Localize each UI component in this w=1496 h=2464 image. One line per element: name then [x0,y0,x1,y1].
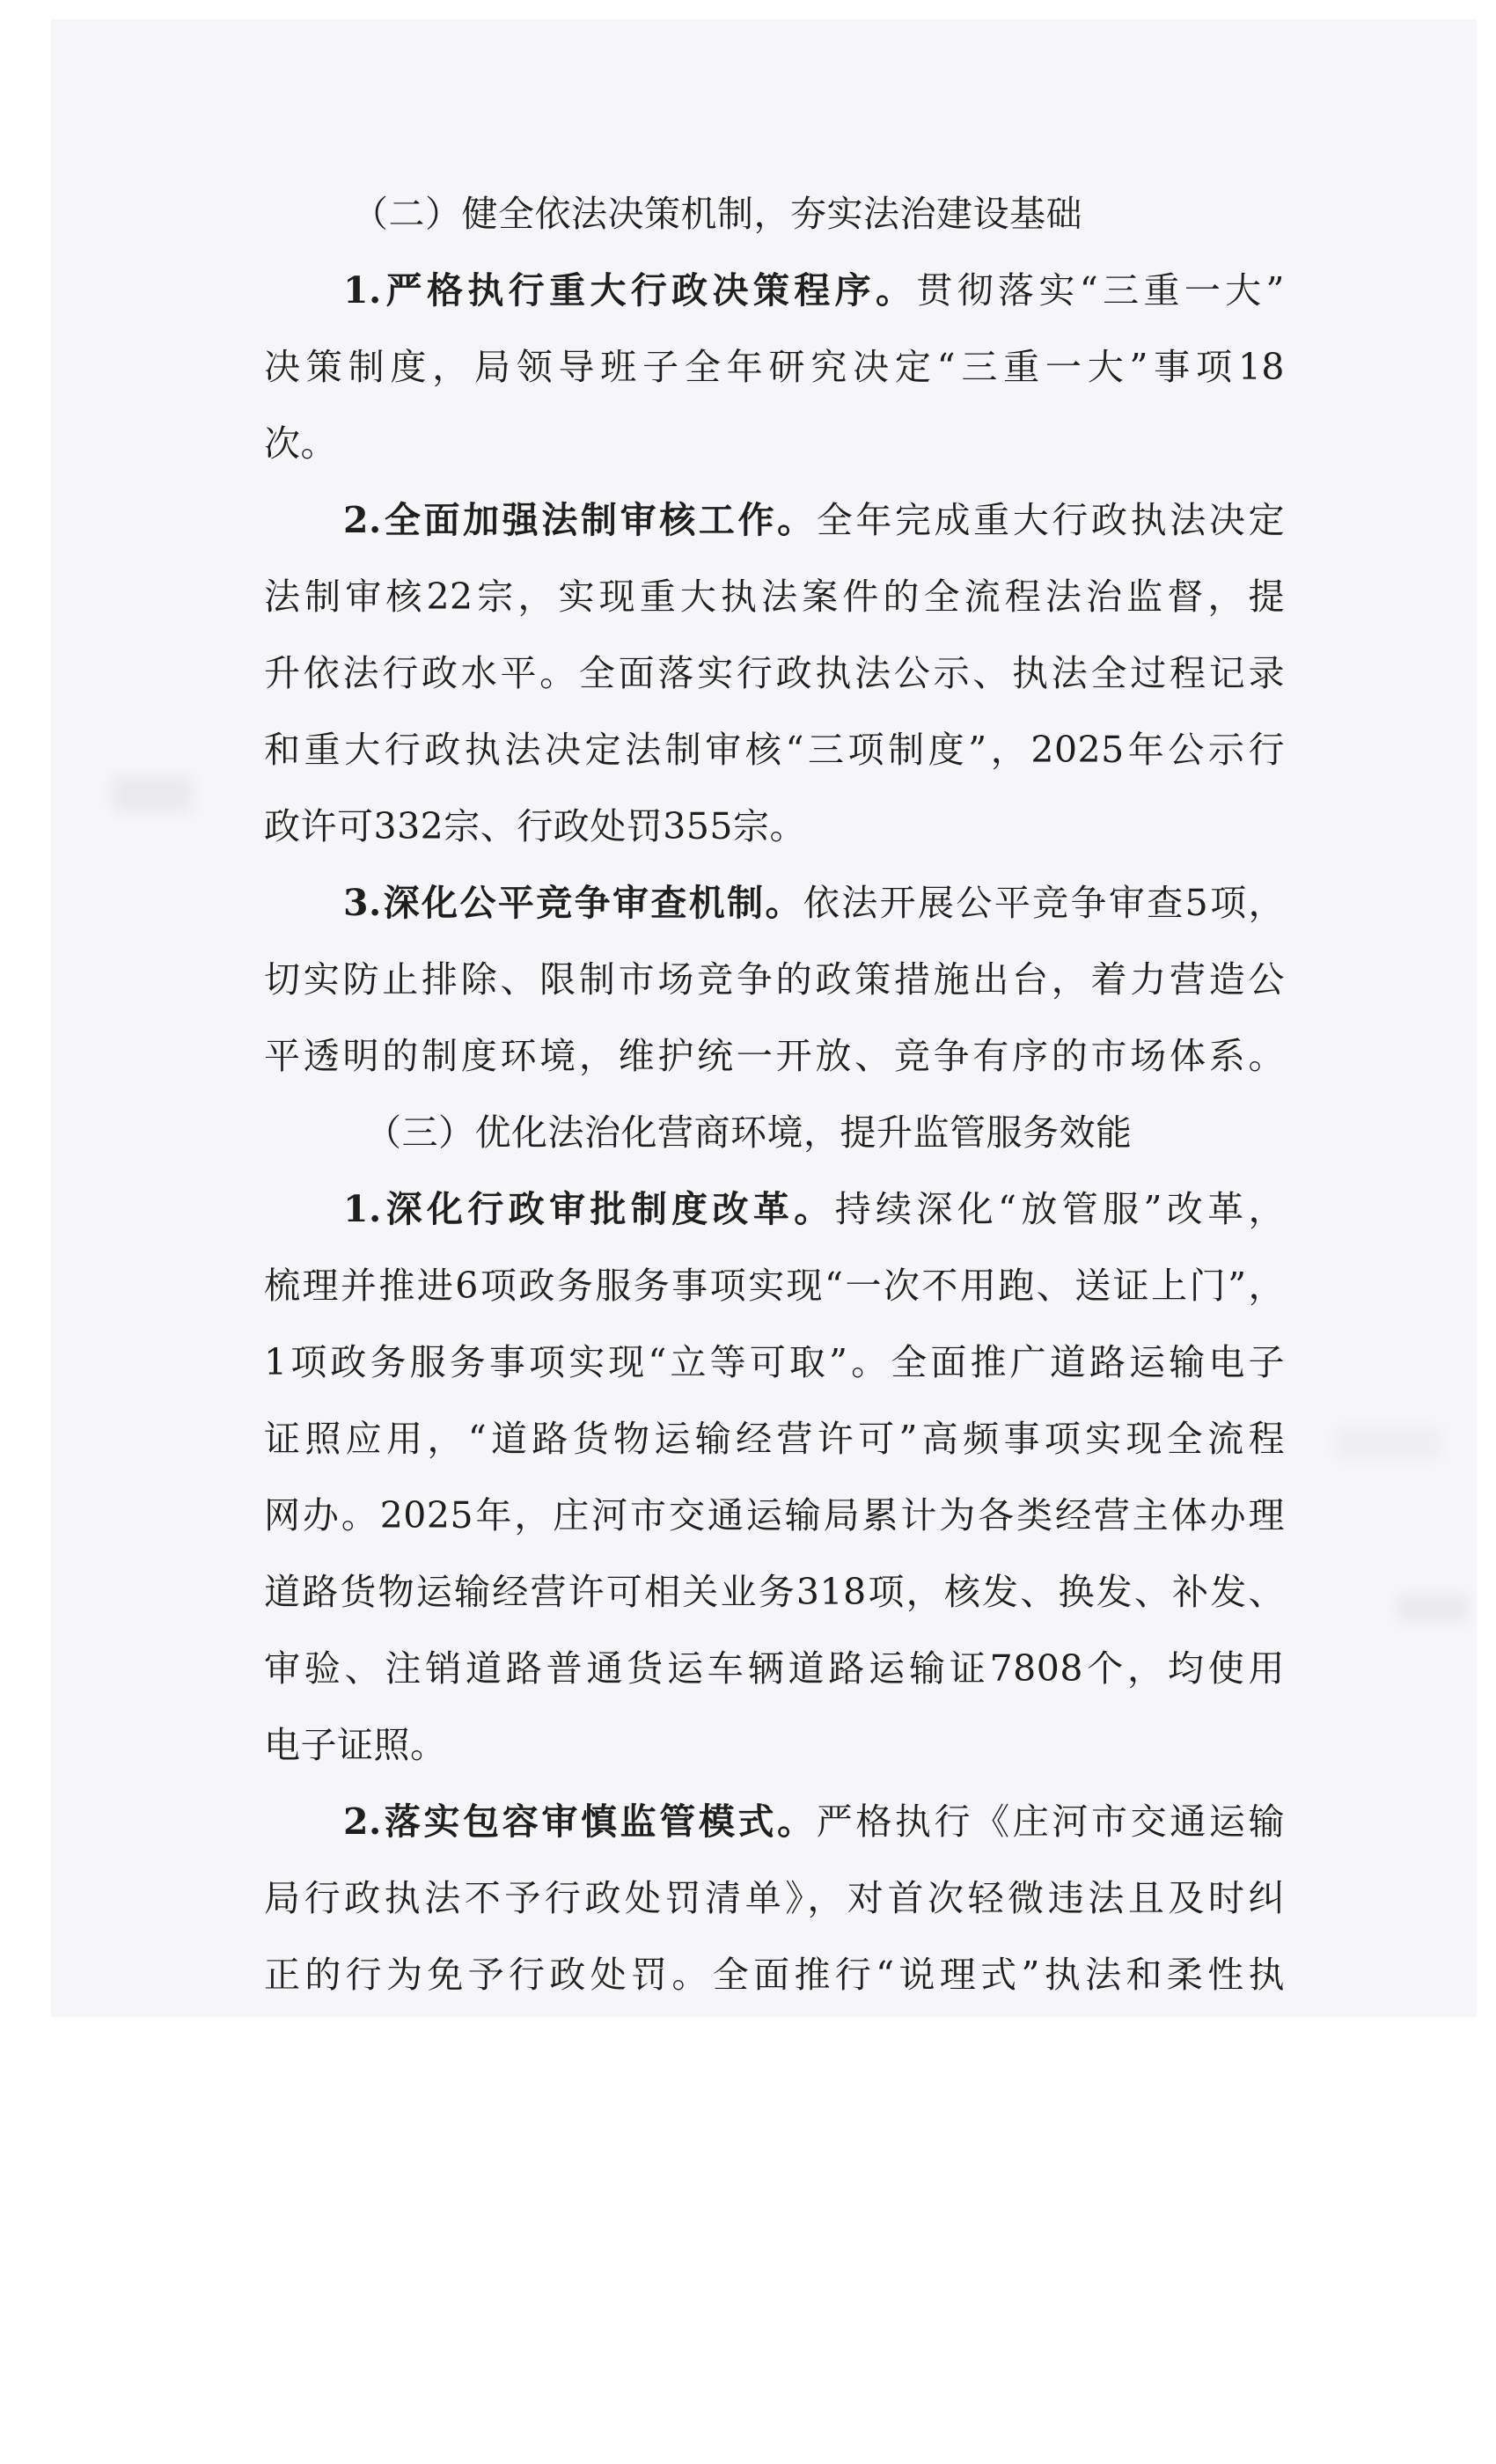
item-title: 3.深化公平竞争审查机制。 [343,882,803,924]
paragraph-line: 法制审核22宗，实现重大执法案件的全流程法治监督，提 [264,576,1285,618]
paragraph-line [264,879,1285,927]
section-heading: （二）健全依法决策机制，夯实法治建设基础 [352,193,1082,235]
paragraph-line: 局行政执法不予行政处罚清单》，对首次轻微违法且及时纠 [264,1877,1285,1919]
paragraph-line: 审验、注销道路普通货运车辆道路运输证7808个，均使用 [264,1647,1285,1690]
paragraph-text: 全年完成重大行政执法决定 [816,499,1285,541]
paragraph-line: 切实防止排除、限制市场竞争的政策措施出台，着力营造公 [264,958,1285,1001]
section-heading: （三）优化法治化营商环境，提升监管服务效能 [365,1111,1133,1154]
scan-smudge [1336,1427,1441,1459]
paragraph-line: 梳理并推进6项政务服务事项实现“一次不用跑、送证上门”， [264,1265,1285,1307]
item-title: 1.严格执行重大行政决策程序。 [343,269,917,312]
paragraph-line: 电子证照。 [264,1724,447,1766]
paragraph-line: 政许可332宗、行政处罚355宗。 [264,805,807,847]
item-title: 2.落实包容审慎监管模式。 [343,1800,817,1843]
paragraph-line [264,1185,1285,1233]
paragraph-line: 网办。2025年，庄河市交通运输局累计为各类经营主体办理 [264,1494,1285,1536]
paragraph-line [264,496,1285,544]
paragraph-text: 持续深化“放管服”改革， [834,1188,1285,1230]
paragraph-line [264,267,1285,314]
paragraph-line: 平透明的制度环境，维护统一开放、竞争有序的市场体系。 [264,1035,1285,1077]
scanned-page-area [51,19,1477,2017]
paragraph-text: 严格执行《庄河市交通运输 [816,1800,1285,1843]
scan-smudge [1397,1595,1468,1621]
paragraph-line: 道路货物运输经营许可相关业务318项，核发、换发、补发、 [264,1571,1285,1613]
item-title: 2.全面加强法制审核工作。 [343,499,817,541]
paragraph-line: 次。 [264,422,337,465]
scan-smudge [113,776,192,811]
paragraph-line: 和重大行政执法决定法制审核“三项制度”，2025年公示行 [264,729,1285,771]
paragraph-line: 升依法行政水平。全面落实行政执法公示、执法全过程记录 [264,652,1285,694]
item-title: 1.深化行政审批制度改革。 [343,1188,835,1230]
paragraph-text: 贯彻落实“三重一大” [916,269,1285,312]
paragraph-text: 依法开展公平竞争审查5项， [803,882,1285,924]
paragraph-line: 证照应用，“道路货物运输经营许可”高频事项实现全流程 [264,1418,1285,1460]
paragraph-line: 正的行为免予行政处罚。全面推行“说理式”执法和柔性执 [264,1954,1285,1996]
paragraph-line: 1项政务服务事项实现“立等可取”。全面推广道路运输电子 [264,1341,1285,1383]
paragraph-line: 决策制度，局领导班子全年研究决定“三重一大”事项18 [264,346,1285,388]
paragraph-line [264,1798,1285,1845]
